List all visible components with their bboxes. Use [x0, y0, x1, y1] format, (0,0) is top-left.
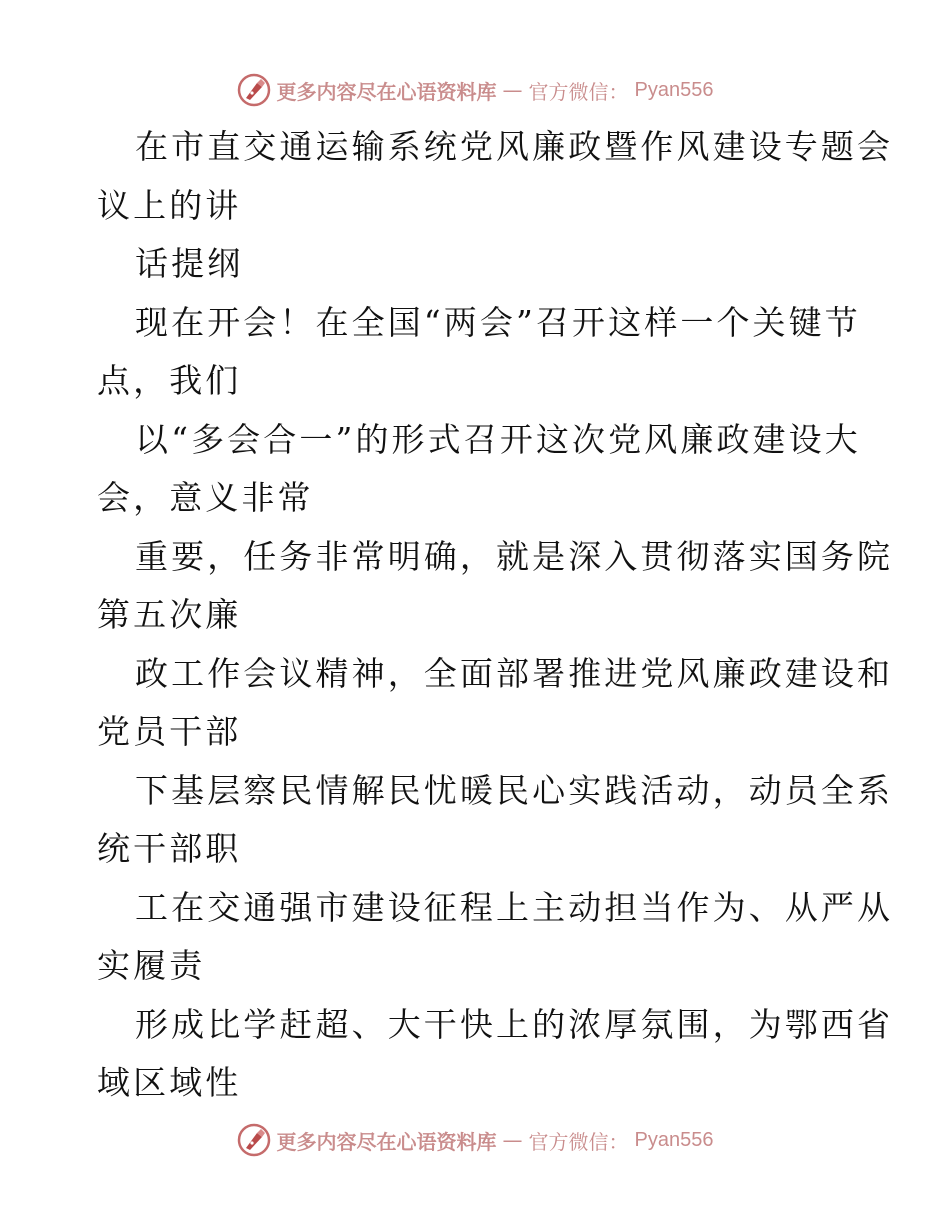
wechat-id: Pyan556 [634, 1128, 714, 1151]
text-line: 现在开会！在全国“两会”召开这样一个关键节 [135, 302, 861, 342]
text-line: 议上的讲 [97, 185, 242, 225]
text-line: 工在交通强市建设征程上主动担当作为、从严从 [135, 887, 894, 927]
text-line: 在市直交通运输系统党风廉政暨作风建设专题会 [135, 127, 894, 166]
text-line: 第五次廉 [97, 595, 242, 634]
text-line: 会，意义非常 [97, 478, 314, 517]
text-line: 话提纲 [135, 244, 244, 283]
separator: — [502, 78, 523, 102]
text-line: 实履责 [97, 946, 206, 985]
wechat-label: 官方微信： [528, 1129, 629, 1154]
text-line: 下基层察民情解民忧暖民心实践活动，动员全系 [135, 770, 894, 810]
text-line: 点，我们 [97, 361, 242, 400]
wechat-id: Pyan556 [634, 78, 714, 101]
header-watermark [0, 70, 950, 110]
separator: — [502, 1128, 523, 1152]
text-line: 形成比学赶超、大干快上的浓厚氛围，为鄂西省 [135, 1004, 894, 1044]
pen-nib-logo-icon [237, 1123, 271, 1157]
text-line: 重要，任务非常明确，就是深入贯彻落实国务院 [135, 536, 894, 576]
text-line: 以“多会合一”的形式召开这次党风廉政建设大 [135, 419, 861, 459]
text-line: 政工作会议精神，全面部署推进党风廉政建设和 [135, 653, 894, 693]
site-name: 更多内容尽在心语资料库 [276, 1129, 497, 1154]
pen-nib-logo-icon [237, 73, 271, 107]
wechat-label: 官方微信： [528, 79, 629, 104]
text-line: 域区域性 [97, 1063, 242, 1102]
text-line: 统干部职 [97, 829, 242, 868]
site-name: 更多内容尽在心语资料库 [276, 79, 497, 104]
footer-watermark [0, 1120, 950, 1160]
text-line: 党员干部 [97, 712, 242, 751]
document-body [97, 118, 894, 1113]
